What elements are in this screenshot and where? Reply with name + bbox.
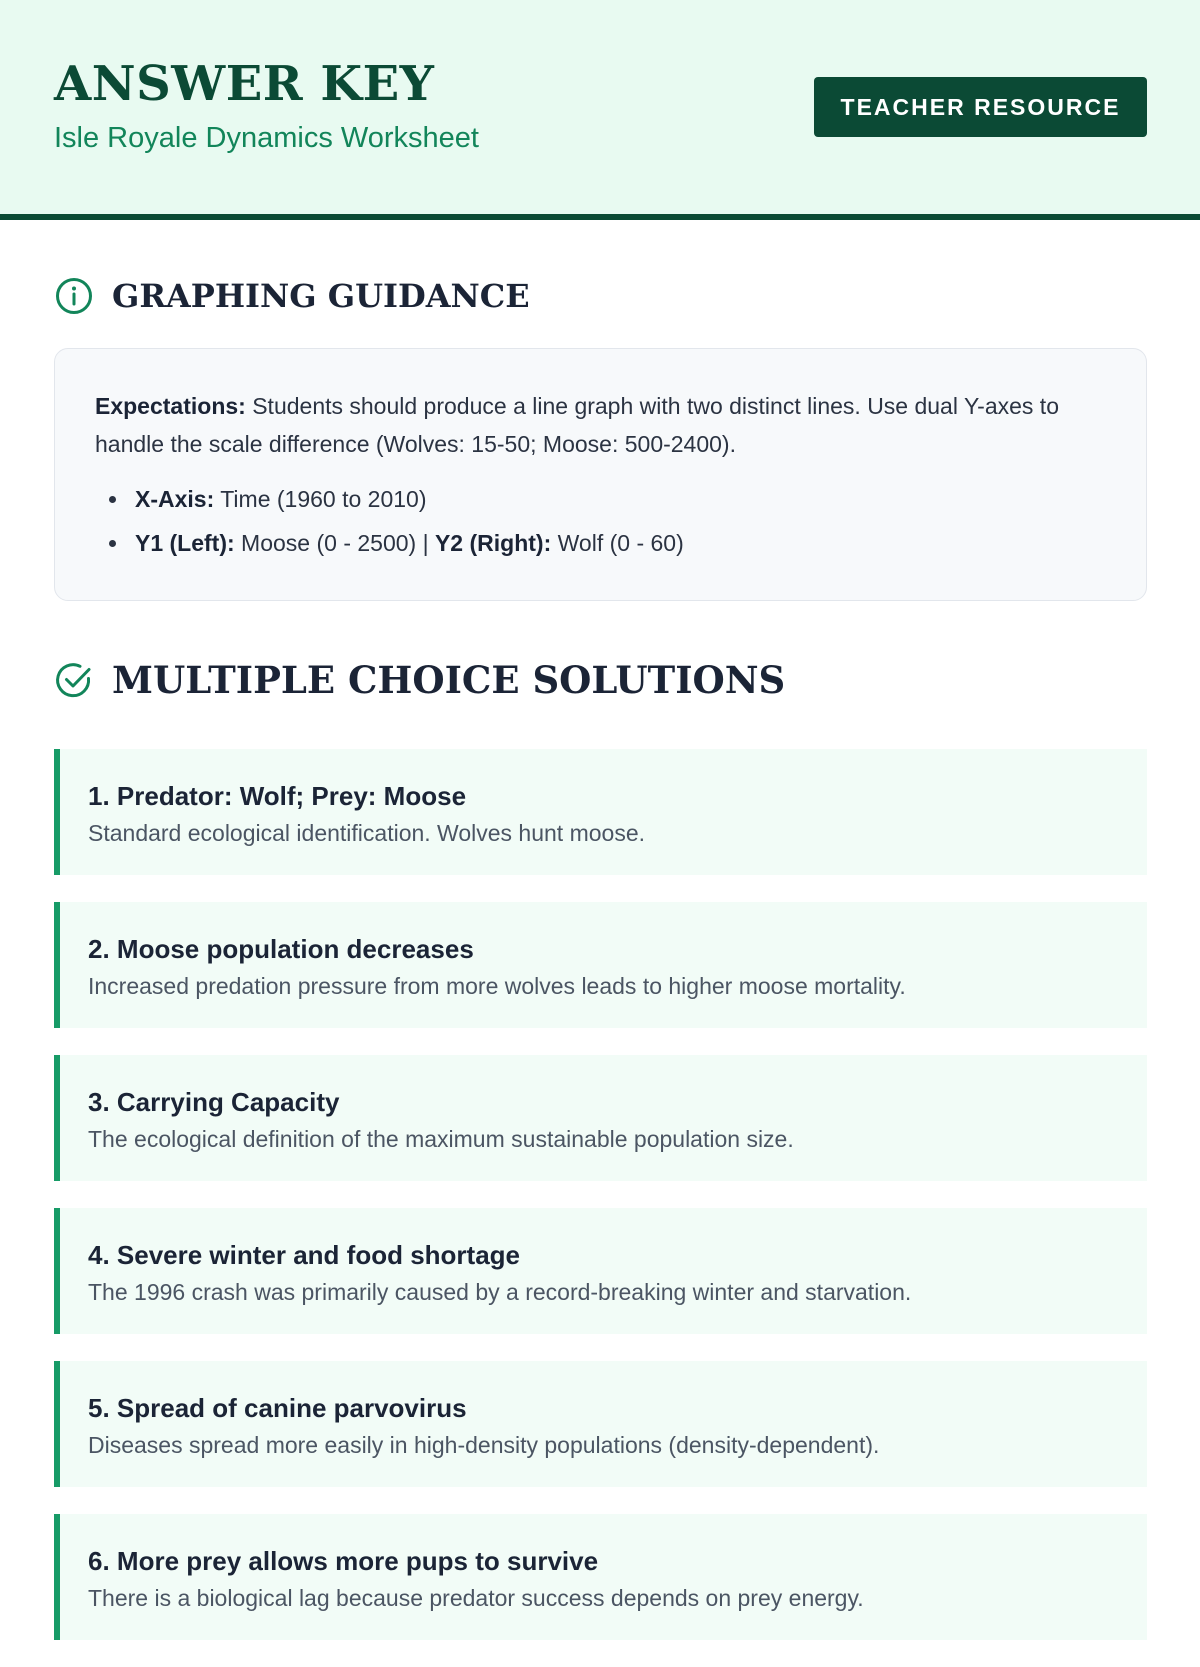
expectations-paragraph: [95, 387, 1106, 463]
info-icon: [54, 276, 94, 316]
y1-text: Moose (0 - 2500) |: [234, 530, 435, 556]
list-item: [95, 477, 1106, 521]
answer-explanation: Standard ecological identification. Wolves hunt moose.: [88, 820, 646, 846]
section-title: GRAPHING GUIDANCE: [112, 277, 530, 315]
x-axis-label: X-Axis:: [135, 486, 215, 512]
graphing-guidance-box: [54, 348, 1147, 601]
list-item: [95, 521, 1106, 565]
page-subtitle: Isle Royale Dynamics Worksheet: [54, 122, 479, 154]
answer-card-6: [54, 1514, 1147, 1640]
answer-title: 4. Severe winter and food shortage: [88, 1240, 520, 1270]
answer-title: 6. More prey allows more pups to survive: [88, 1546, 599, 1576]
answer-list: [54, 749, 1147, 1667]
section-title: MULTIPLE CHOICE SOLUTIONS: [112, 658, 786, 702]
multiple-choice-heading: [54, 658, 785, 702]
x-axis-text: Time (1960 to 2010): [214, 486, 427, 512]
page-title: ANSWER KEY: [54, 56, 435, 112]
y2-label: Y2 (Right):: [434, 530, 552, 556]
expectations-text: Students should produce a line graph with two distinct lines. Use dual Y-axes to handle the scale difference (Wolves: 15-50; Moose: 500-2400).: [95, 393, 1059, 457]
graphing-guidance-heading: [54, 276, 530, 316]
answer-card-3: [54, 1055, 1147, 1181]
check-circle-icon: [54, 660, 94, 700]
answer-card-2: [54, 902, 1147, 1028]
answer-explanation: The 1996 crash was primarily caused by a record-breaking winter and starvation.: [88, 1279, 912, 1305]
answer-explanation: Diseases spread more easily in high-density populations (density-dependent).: [88, 1432, 880, 1458]
answer-card-5: [54, 1361, 1147, 1487]
answer-explanation: Increased predation pressure from more wolves leads to higher moose mortality.: [88, 973, 906, 999]
axis-list: [95, 477, 1106, 565]
answer-explanation: There is a biological lag because predator success depends on prey energy.: [88, 1585, 864, 1611]
answer-card-4: [54, 1208, 1147, 1334]
answer-title: 5. Spread of canine parvovirus: [88, 1393, 467, 1423]
expectations-label: Expectations:: [95, 393, 246, 419]
answer-title: 2. Moose population decreases: [88, 934, 474, 964]
answer-card-1: [54, 749, 1147, 875]
answer-title: 3. Carrying Capacity: [88, 1087, 340, 1117]
answer-explanation: The ecological definition of the maximum sustainable population size.: [88, 1126, 794, 1152]
y1-label: Y1 (Left):: [135, 530, 235, 556]
page-header: [0, 0, 1200, 220]
answer-title: 1. Predator: Wolf; Prey: Moose: [88, 781, 467, 811]
y2-text: Wolf (0 - 60): [551, 530, 684, 556]
teacher-resource-badge: TEACHER RESOURCE: [814, 77, 1147, 137]
